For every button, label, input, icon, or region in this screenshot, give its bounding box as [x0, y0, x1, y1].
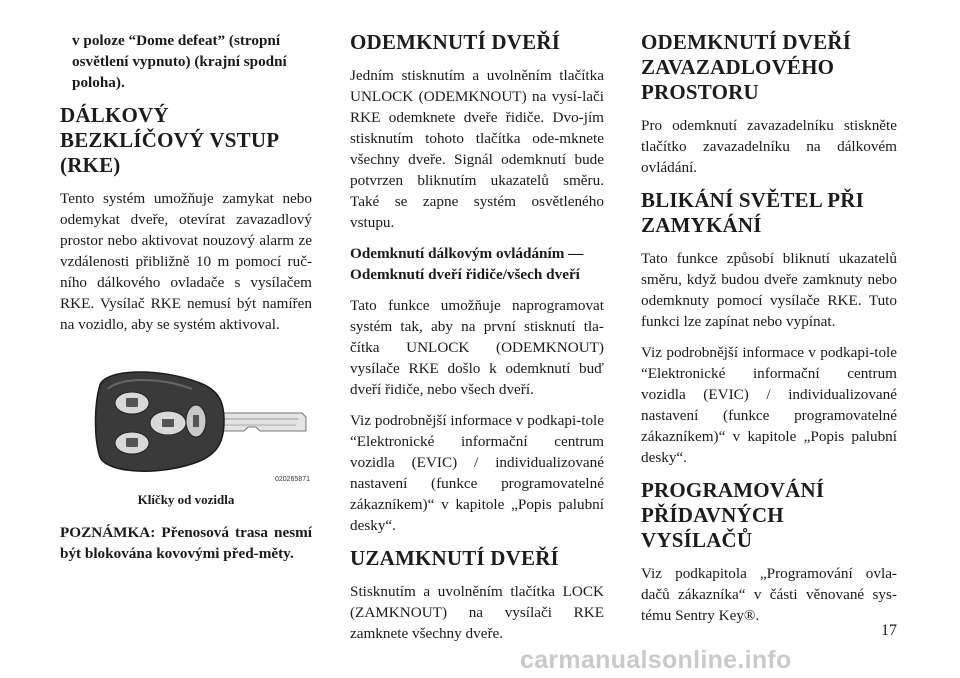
- paragraph-unlock: Jedním stisknutím a uvolněním tlačítka UNLOCK (ODEMKNOUT) na vysí-lači RKE odemknete dveře řidiče. Dvo-jím stisknutím tohoto tlačítka ode-mknete všechny dveře. Signál odemknutí bude potvrzen bliknutím ukazatelů směru. Také se zapne systém osvětleného vstupu.: [350, 67, 604, 231]
- watermark[interactable]: carmanualsonline.info: [520, 646, 792, 674]
- heading-unlock-doors: ODEMKNUTÍ DVEŘÍ: [350, 30, 561, 54]
- paragraph-trunk: Pro odemknutí zavazadelníku stiskněte tlačítko zavazadelníku na dálkovém ovládání.: [641, 117, 897, 176]
- column-1: [60, 30, 312, 574]
- continued-text: v poloze “Dome defeat” (stropní osvětlení vypnuto) (krajní spodní poloha).: [72, 32, 287, 91]
- figure-caption: Klíčky od vozidla: [137, 492, 235, 507]
- paragraph-rke: Tento systém umožňuje zamykat nebo odemykat dveře, otevírat zavazadlový prostor nebo aktivovat nouzový alarm ze vzdálenosti přibližně 10 m pomocí ruč-ního dálkového ovladače s vysílačem RKE. Vysílač RKE nemusí být namířen na vozidlo, aby se systém aktivoval.: [60, 190, 312, 333]
- paragraph-remote-unlock: Tato funkce umožňuje naprogramovat systém tak, aby na první stisknutí tla-čítka UNLOCK (ODEMKNOUT) vysílače RKE došlo k odemknutí buď dveří řidiče, nebo všech dveří.: [350, 297, 604, 398]
- paragraph-flash: Tato funkce způsobí bliknutí ukazatelů směru, když budou dveře zamknuty nebo odemknuty pomocí vysílače RKE. Tuto funkci lze zapínat nebo vypínat.: [641, 250, 897, 330]
- key-figure: [60, 355, 312, 485]
- paragraph-lock: Stisknutím a uvolněním tlačítka LOCK (ZAMKNOUT) na vysílači RKE zamknete všechny dveře.: [350, 583, 604, 642]
- note: POZNÁMKA: Přenosová trasa nesmí být blokována kovovými před-měty.: [60, 524, 312, 562]
- paragraph-evic-ref-2: Viz podrobnější informace v podkapi-tole “Elektronické informační centrum vozidla (EVIC) / individualizované nastavení (funkce programovatelné zákazníkem)“ v kapitole „Popis palubní desky“.: [641, 344, 897, 466]
- column-2: [350, 30, 604, 654]
- heading-trunk-unlock: ODEMKNUTÍ DVEŘÍ ZAVAZADLOVÉHO PROSTORU: [641, 30, 852, 104]
- heading-flash-lights: BLIKÁNÍ SVĚTEL PŘI ZAMYKÁNÍ: [641, 188, 865, 237]
- paragraph-programming: Viz podkapitola „Programování ovla-dačů zákazníka“ v části věnované sys-tému Sentry Key®.: [641, 565, 897, 624]
- heading-programming: PROGRAMOVÁNÍ PŘÍDAVNÝCH VYSÍLAČŮ: [641, 478, 825, 552]
- figure-id: 020265871: [274, 476, 310, 483]
- subheading-remote-unlock: Odemknutí dálkovým ovládáním — Odemknutí dveří řidiče/všech dveří: [350, 245, 584, 283]
- paragraph-evic-ref: Viz podrobnější informace v podkapi-tole “Elektronické informační centrum vozidla (EVIC) / individualizované nastavení (funkce programovatelné zákazníkem)“ v kapitole „Popis palubní desky“.: [350, 412, 604, 534]
- column-3: [641, 30, 897, 636]
- car-key-icon: [60, 355, 312, 485]
- heading-lock-doors: UZAMKNUTÍ DVEŘÍ: [350, 546, 559, 570]
- heading-rke: DÁLKOVÝ BEZKLÍČOVÝ VSTUP (RKE): [60, 103, 279, 177]
- page-number: 17: [881, 622, 897, 639]
